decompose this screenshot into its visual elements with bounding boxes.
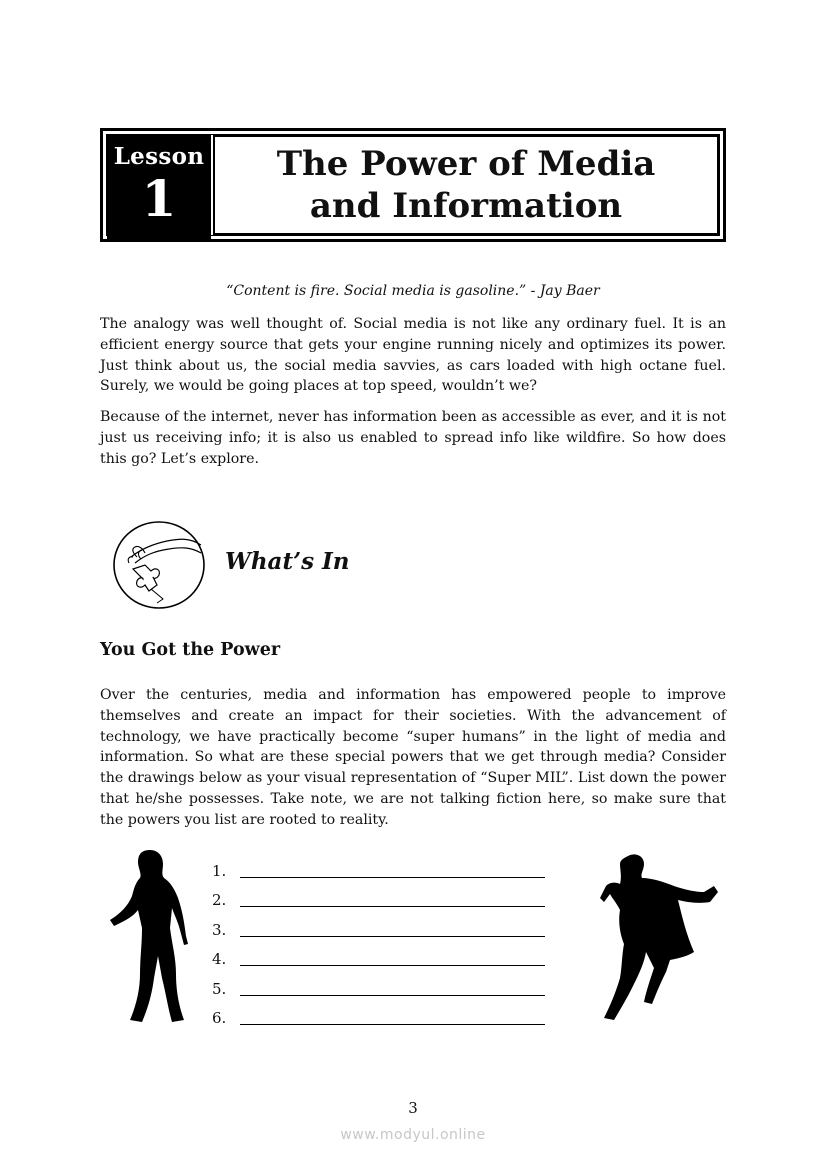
lesson-label: Lesson [113,143,205,170]
watermark: www.modyul.online [340,1127,486,1143]
superhero-silhouette [598,852,720,1026]
list-item-number: 6. [212,1009,227,1027]
lesson-tag [107,135,211,241]
answer-blank-4[interactable] [240,949,545,966]
hand-puzzle-icon [111,519,207,611]
list-item [212,968,552,998]
activity-title: You Got the Power [100,640,281,660]
answer-blank-1[interactable] [240,861,545,878]
list-item-number: 5. [212,979,227,998]
list-item [212,909,552,939]
activity-instructions: Over the centuries, media and information has empowered people to improve themselves and create an impact for their societies. With the advancement of technology, we have practically become “super humans” in the light of media and information. So what are these special powers that we get through media? Consider the drawings below as your visual representation of “Super MIL”. List down the power that he/she possesses. Take note, we are not talking fiction here, so make sure that the powers you list are rooted to reality. [100,687,726,828]
list-item [212,939,552,969]
answer-blank-2[interactable] [240,890,545,907]
intro-paragraph-2: Because of the internet, never has information been as accessible as ever, and it is not just us receiving info; it is also us enabled to spread info like wildfire. So how does this go? Let’s explore. [100,409,726,467]
list-item [212,850,552,880]
answer-blank-6[interactable] [240,1008,545,1025]
lesson-title-box [213,135,719,235]
lesson-title: The Power of Media and Information [276,144,656,226]
list-item [212,880,552,910]
section-heading-whats-in: What’s In [225,548,350,575]
page-number: 3 [408,1099,418,1117]
list-item-number: 2. [212,891,227,909]
intro-paragraph-1: The analogy was well thought of. Social media is not like any ordinary fuel. It is an efficient energy source that gets your engine running nicely and optimizes its power. Just think about us, the social media savvies, as cars loaded with high octane fuel. Surely, we would be going places at top speed, wouldn’t we? [100,316,726,395]
answer-blank-3[interactable] [240,920,545,937]
list-item-number: 1. [212,861,227,880]
list-item [212,998,552,1028]
list-item-number: 3. [212,920,227,939]
answer-blank-5[interactable] [240,979,545,996]
superheroine-silhouette [108,848,194,1028]
lesson-number: 1 [141,169,177,228]
lesson-header [100,128,726,242]
opening-quote: “Content is fire. Social media is gasoline.” - Jay Baer [226,283,600,299]
powers-list [212,850,552,1027]
list-item-number: 4. [212,950,227,968]
